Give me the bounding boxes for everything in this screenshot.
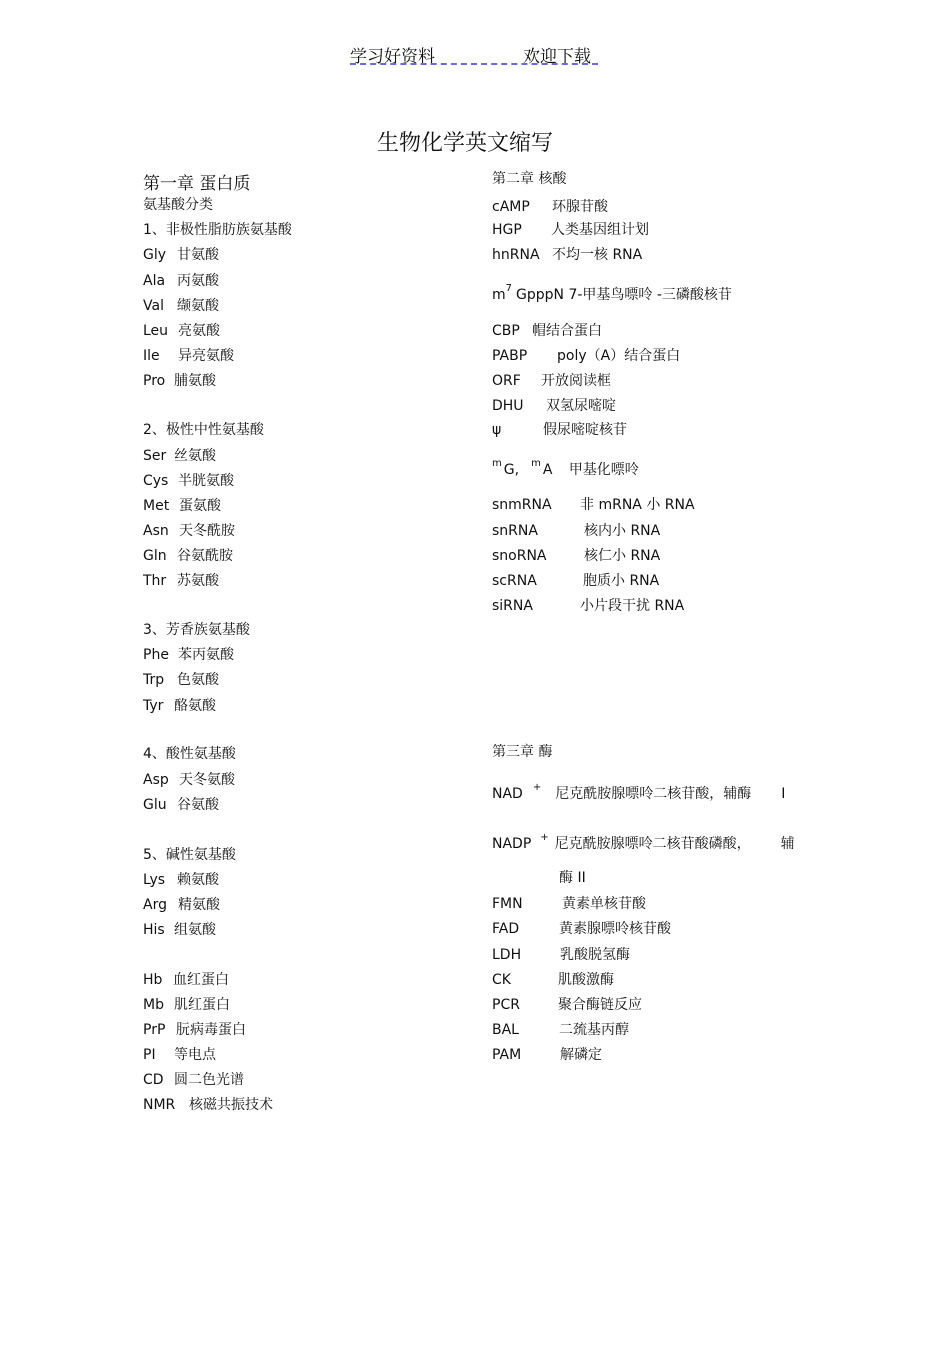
abbr-name: 二巯基丙醇 — [559, 1022, 629, 1038]
abbr-code: Asp — [143, 772, 169, 788]
abbr-code: Hb — [143, 972, 163, 988]
list-item — [143, 372, 216, 390]
list-item — [143, 921, 216, 939]
abbr-code: Ile — [143, 348, 160, 364]
abbr-code: PAM — [492, 1047, 522, 1063]
list-item — [143, 246, 219, 264]
list-item — [143, 771, 235, 789]
abbr-name: 黄素腺嘌呤核苷酸 — [559, 921, 671, 937]
abbr-code: Lys — [143, 872, 166, 888]
abbr-name: 色氨酸 — [177, 672, 219, 688]
abbr-name: 不均一核 RNA — [552, 247, 643, 263]
abbr-name: 蛋氨酸 — [179, 498, 221, 514]
abbr-name: 非 mRNA 小 RNA — [580, 497, 695, 513]
page-title: 生物化学英文缩写 — [376, 131, 553, 156]
abbr-name: 精氨酸 — [178, 897, 220, 913]
abbr-code: snoRNA — [492, 548, 547, 564]
superscript: + — [532, 782, 542, 793]
amino-acid-classification: 氨基酸分类 — [143, 197, 213, 213]
abbr-name: 开放阅读框 — [541, 373, 611, 389]
list-item — [492, 782, 786, 805]
chapter-1-heading: 第一章 蛋白质 — [143, 174, 251, 194]
abbr-code: siRNA — [492, 598, 533, 614]
abbr-name: 尼克酰胺腺嘌呤二核苷酸，辅酶 — [555, 786, 752, 802]
list-item — [143, 472, 234, 490]
list-item — [492, 198, 608, 216]
group-heading: 4、酸性氨基酸 — [143, 746, 236, 762]
abbr-code: Asn — [143, 523, 169, 539]
abbr-code: Tyr — [143, 698, 164, 714]
abbr-code: DHU — [492, 398, 524, 414]
abbr-code: Mb — [143, 997, 164, 1013]
abbr-suffix: I — [781, 786, 786, 802]
abbr-name: 赖氨酸 — [177, 872, 219, 888]
group-heading: 2、极性中性氨基酸 — [143, 422, 264, 438]
abbr-name: 苏氨酸 — [177, 573, 219, 589]
abbr-code: Gly — [143, 247, 167, 263]
list-item — [492, 283, 732, 306]
abbr-name: 人类基因组计划 — [551, 222, 649, 238]
abbr-code: Met — [143, 498, 170, 514]
list-item — [143, 896, 220, 914]
abbr-name: 谷氨酰胺 — [177, 548, 233, 564]
abbr-code: FMN — [492, 896, 523, 912]
abbr-code: PrP — [143, 1022, 166, 1038]
abbr-name: 亮氨酸 — [178, 323, 220, 339]
abbr-code: Thr — [143, 573, 167, 589]
abbr-code: Leu — [143, 323, 169, 339]
abbr-name: 半胱氨酸 — [178, 473, 234, 489]
list-item — [143, 1096, 273, 1114]
list-item — [492, 895, 646, 913]
list-item — [143, 1071, 244, 1089]
list-item — [143, 272, 219, 290]
abbr-code: NAD — [492, 786, 523, 802]
abbr-name: 核仁小 RNA — [584, 548, 661, 564]
abbr-code: BAL — [492, 1022, 519, 1038]
abbr-code: Gln — [143, 548, 167, 564]
list-item — [143, 671, 219, 689]
abbr-name: 甲基鸟嘌呤 -三磷酸核苷 — [582, 287, 732, 303]
abbr-name: 血红蛋白 — [173, 972, 229, 988]
list-item — [143, 971, 229, 989]
header-underline — [350, 63, 598, 65]
abbr-code: Pro — [143, 373, 166, 389]
abbr-code: PABP — [492, 348, 528, 364]
header-right-text: 欢迎下载 — [523, 47, 591, 67]
abbr-code: HGP — [492, 222, 522, 238]
abbr-name: 双氢尿嘧啶 — [546, 398, 616, 414]
list-item — [492, 397, 616, 415]
group-heading: 1、非极性脂肪族氨基酸 — [143, 222, 292, 238]
list-item — [492, 246, 642, 264]
abbr-name: 黄素单核苷酸 — [562, 896, 646, 912]
list-item — [143, 547, 233, 565]
superscript: + — [540, 832, 549, 843]
abbr-name: 乳酸脱氢酶 — [560, 947, 630, 963]
abbr-code: hnRNA — [492, 247, 540, 263]
list-item — [143, 1021, 246, 1039]
abbr-code: m — [492, 287, 506, 303]
abbr-name: 肌酸激酶 — [558, 972, 614, 988]
abbr-name: 胞质小 RNA — [583, 573, 660, 589]
group-heading: 5、碱性氨基酸 — [143, 847, 236, 863]
list-item — [143, 1046, 216, 1064]
abbr-name: 甲基化嘌呤 — [568, 462, 639, 478]
list-item — [143, 871, 219, 889]
abbr-code: ψ — [492, 422, 502, 438]
abbr-code: CD — [143, 1072, 164, 1088]
abbr-name: 尼克酰胺腺嘌呤二核苷酸磷酸， — [554, 836, 751, 852]
list-item — [492, 920, 671, 938]
abbr-name: 小片段干扰 RNA — [580, 598, 685, 614]
abbr-name: 解磷定 — [560, 1047, 602, 1063]
list-item — [492, 221, 649, 239]
abbr-code: His — [143, 922, 165, 938]
list-item — [143, 297, 219, 315]
abbr-name: 核磁共振技术 — [189, 1097, 273, 1113]
list-item — [492, 946, 630, 964]
header-left-text: 学习好资料 — [350, 47, 435, 67]
abbr-code: G, — [503, 462, 520, 478]
abbr-name: 圆二色光谱 — [174, 1072, 244, 1088]
list-item — [143, 646, 234, 664]
list-item — [143, 572, 219, 590]
abbr-name: 等电点 — [174, 1047, 216, 1063]
list-item — [492, 522, 660, 540]
abbr-code: Arg — [143, 897, 167, 913]
abbr-code: scRNA — [492, 573, 537, 589]
list-item — [492, 496, 695, 514]
list-item — [492, 996, 642, 1014]
abbr-code-tail: A — [542, 462, 553, 478]
list-item — [492, 372, 611, 390]
abbr-name: 丙氨酸 — [177, 273, 219, 289]
abbr-code-tail: GpppN 7- — [516, 287, 583, 303]
list-item-continuation: 酶 II — [559, 870, 586, 886]
chapter-3-heading: 第三章 酶 — [492, 744, 553, 760]
abbr-code: NMR — [143, 1097, 176, 1113]
chapter-2-heading: 第二章 核酸 — [492, 171, 567, 187]
list-item — [492, 597, 684, 615]
abbr-name: poly（A）结合蛋白 — [557, 348, 681, 364]
abbr-code: Cys — [143, 473, 169, 489]
abbr-code: Trp — [143, 672, 165, 688]
abbr-name: 脯氨酸 — [174, 373, 216, 389]
abbr-name: 异亮氨酸 — [178, 348, 234, 364]
abbr-code: PI — [143, 1047, 156, 1063]
abbr-code: NADP — [492, 836, 532, 852]
list-item — [492, 347, 680, 365]
abbr-name: 苯丙氨酸 — [178, 647, 234, 663]
abbr-name: 朊病毒蛋白 — [176, 1022, 246, 1038]
list-item — [143, 497, 221, 515]
abbr-code: Phe — [143, 647, 169, 663]
abbr-name: 肌红蛋白 — [174, 997, 230, 1013]
abbr-code: CK — [492, 972, 511, 988]
list-item — [492, 547, 660, 565]
abbr-code: LDH — [492, 947, 522, 963]
abbr-code: Ser — [143, 448, 167, 464]
list-item — [492, 1021, 629, 1039]
abbr-name: 核内小 RNA — [584, 523, 661, 539]
abbr-name: 谷氨酸 — [177, 797, 219, 813]
abbr-name: 缬氨酸 — [177, 298, 219, 314]
abbr-code: snmRNA — [492, 497, 552, 513]
abbr-name: 假尿嘧啶核苷 — [543, 422, 627, 438]
list-item — [143, 322, 220, 340]
list-item — [143, 996, 230, 1014]
list-item — [143, 522, 235, 540]
list-item — [143, 697, 216, 715]
abbr-name: 帽结合蛋白 — [532, 323, 602, 339]
list-item — [492, 421, 627, 439]
abbr-name: 丝氨酸 — [174, 448, 216, 464]
superscript: 7 — [505, 283, 513, 294]
superscript: m — [531, 458, 541, 469]
abbr-code: ORF — [492, 373, 521, 389]
abbr-code: Ala — [143, 273, 166, 289]
group-heading: 3、芳香族氨基酸 — [143, 622, 250, 638]
abbr-code: Glu — [143, 797, 167, 813]
list-item — [492, 458, 639, 481]
abbr-code: cAMP — [492, 199, 530, 215]
abbr-code: CBP — [492, 323, 520, 339]
abbr-name: 酪氨酸 — [174, 698, 216, 714]
abbr-name: 聚合酶链反应 — [558, 997, 642, 1013]
list-item — [492, 832, 795, 855]
list-item — [492, 322, 602, 340]
list-item — [143, 796, 219, 814]
list-item — [143, 347, 234, 365]
abbr-code: Val — [143, 298, 164, 314]
abbr-code: snRNA — [492, 523, 538, 539]
list-item — [492, 971, 614, 989]
superscript: m — [492, 458, 502, 469]
list-item — [143, 447, 216, 465]
list-item — [492, 572, 659, 590]
abbr-name: 天冬酰胺 — [179, 523, 235, 539]
abbr-code: PCR — [492, 997, 520, 1013]
list-item — [492, 1046, 602, 1064]
abbr-name: 天冬氨酸 — [179, 772, 235, 788]
abbr-code: FAD — [492, 921, 520, 937]
abbr-suffix: 辅 — [780, 836, 795, 852]
abbr-name: 甘氨酸 — [177, 247, 219, 263]
abbr-name: 组氨酸 — [174, 922, 216, 938]
abbr-name: 环腺苷酸 — [552, 199, 608, 215]
